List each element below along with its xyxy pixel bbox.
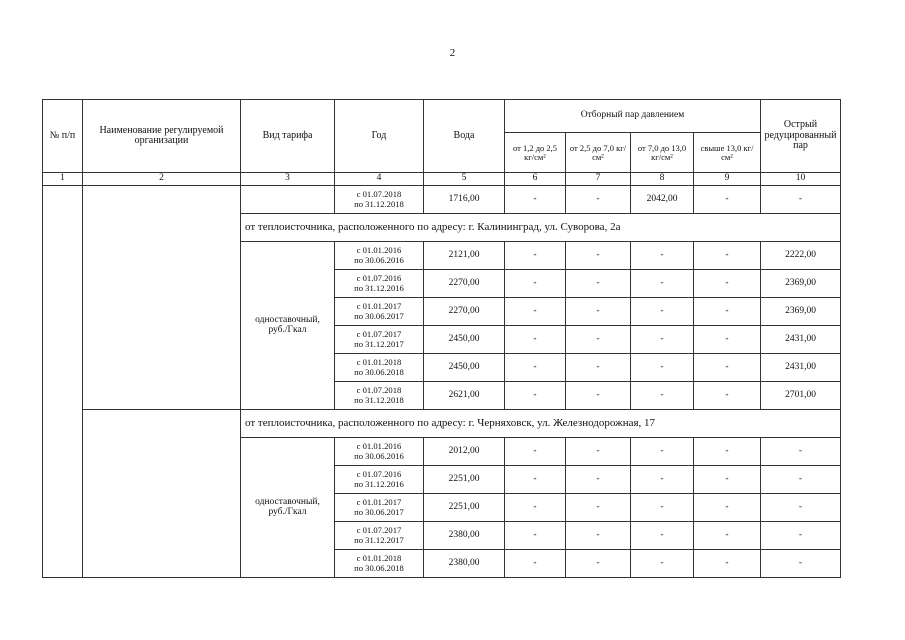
tariff-value: -: [761, 550, 841, 578]
period-start: с 01.01.2016: [356, 441, 402, 452]
period-cell: [335, 186, 424, 214]
tariff-value: -: [505, 354, 566, 382]
tariff-value: -: [694, 382, 761, 410]
water-value: 2251,00: [424, 494, 505, 522]
period-cell: [335, 382, 424, 410]
header-org: Наименование регулируемой организации: [83, 100, 241, 173]
header-pressure-1: от 1,2 до 2,5 кг/см²: [505, 133, 566, 173]
source-row: [43, 410, 841, 438]
tariff-value: -: [761, 438, 841, 466]
header-water: Вода: [424, 100, 505, 173]
tariff-value: 2042,00: [631, 186, 694, 214]
num-cell: [43, 186, 83, 578]
period-end: по 31.12.2018: [354, 198, 404, 209]
tariff-cell: [241, 186, 335, 214]
tariff-unit-line: руб./Гкал: [268, 506, 307, 517]
column-index: 8: [631, 173, 694, 186]
tariff-value: -: [694, 550, 761, 578]
period-start: с 01.01.2017: [356, 497, 402, 508]
tariff-value: -: [694, 438, 761, 466]
tariff-unit-line: руб./Гкал: [268, 324, 307, 335]
tariff-value: -: [631, 270, 694, 298]
period-start: с 01.07.2018: [356, 385, 402, 396]
period-cell: [335, 522, 424, 550]
water-value: 2251,00: [424, 466, 505, 494]
tariff-value: -: [505, 270, 566, 298]
period-cell: [335, 438, 424, 466]
tariff-value: -: [505, 326, 566, 354]
tariff-value: -: [505, 494, 566, 522]
period-end: по 31.12.2017: [354, 338, 404, 349]
period-cell: [335, 466, 424, 494]
tariff-value: -: [505, 242, 566, 270]
tariff-table: [42, 99, 841, 578]
tariff-value: -: [566, 270, 631, 298]
tariff-value: -: [694, 494, 761, 522]
tariff-value: -: [761, 186, 841, 214]
header-tariff: Вид тарифа: [241, 100, 335, 173]
tariff-value: -: [761, 466, 841, 494]
tariff-value: -: [505, 550, 566, 578]
tariff-type-line: одноставочный,: [255, 496, 320, 507]
tariff-value: -: [566, 298, 631, 326]
tariff-value: -: [631, 522, 694, 550]
period-end: по 31.12.2016: [354, 478, 404, 489]
period-cell: [335, 270, 424, 298]
source-address: от теплоисточника, расположенного по адресу: г. Черняховск, ул. Железнодорожная, 17: [241, 410, 841, 438]
column-index: 6: [505, 173, 566, 186]
tariff-value: -: [631, 298, 694, 326]
tariff-value: -: [505, 382, 566, 410]
tariff-value: -: [761, 522, 841, 550]
tariff-value: -: [566, 522, 631, 550]
tariff-value: 2222,00: [761, 242, 841, 270]
period-end: по 30.06.2018: [354, 562, 404, 573]
period-cell: [335, 326, 424, 354]
period-cell: [335, 354, 424, 382]
tariff-value: -: [566, 326, 631, 354]
tariff-value: -: [631, 326, 694, 354]
tariff-value: -: [631, 354, 694, 382]
tariff-value: -: [566, 466, 631, 494]
tariff-value: -: [631, 242, 694, 270]
column-index: 1: [43, 173, 83, 186]
tariff-value: -: [694, 466, 761, 494]
water-value: 2621,00: [424, 382, 505, 410]
column-index: 5: [424, 173, 505, 186]
period-start: с 01.07.2016: [356, 273, 402, 284]
tariff-value: -: [631, 382, 694, 410]
period-start: с 01.01.2018: [356, 357, 402, 368]
tariff-value: -: [694, 186, 761, 214]
tariff-value: -: [566, 186, 631, 214]
tariff-value: -: [505, 298, 566, 326]
tariff-value: -: [631, 550, 694, 578]
tariff-value: -: [566, 550, 631, 578]
column-index: 9: [694, 173, 761, 186]
water-value: 1716,00: [424, 186, 505, 214]
column-index: 3: [241, 173, 335, 186]
water-value: 2121,00: [424, 242, 505, 270]
table-row: [43, 186, 841, 214]
column-index: 2: [83, 173, 241, 186]
water-value: 2380,00: [424, 550, 505, 578]
tariff-type: [241, 242, 335, 410]
water-value: 2270,00: [424, 270, 505, 298]
page-number: 2: [449, 47, 456, 59]
period-start: с 01.07.2017: [356, 525, 402, 536]
column-index: 7: [566, 173, 631, 186]
tariff-value: 2369,00: [761, 270, 841, 298]
period-end: по 30.06.2016: [354, 450, 404, 461]
tariff-value: -: [566, 494, 631, 522]
tariff-value: -: [761, 494, 841, 522]
period-end: по 30.06.2018: [354, 366, 404, 377]
tariff-value: -: [631, 438, 694, 466]
tariff-value: -: [631, 466, 694, 494]
org-cell: [83, 410, 241, 578]
header-pressure-2: от 2,5 до 7,0 кг/см²: [566, 133, 631, 173]
period-end: по 31.12.2016: [354, 282, 404, 293]
source-address: от теплоисточника, расположенного по адресу: г. Калининград, ул. Суворова, 2а: [241, 214, 841, 242]
org-cell: [83, 186, 241, 410]
tariff-type-line: одноставочный,: [255, 314, 320, 325]
period-end: по 30.06.2017: [354, 506, 404, 517]
period-cell: [335, 550, 424, 578]
tariff-value: 2431,00: [761, 326, 841, 354]
column-index: 10: [761, 173, 841, 186]
tariff-value: -: [505, 466, 566, 494]
water-value: 2012,00: [424, 438, 505, 466]
header-steam-group: Отборный пар давлением: [505, 100, 761, 133]
tariff-value: 2369,00: [761, 298, 841, 326]
tariff-value: 2431,00: [761, 354, 841, 382]
period-end: по 31.12.2018: [354, 394, 404, 405]
header-sharp-steam: Острый редуцированный пар: [761, 100, 841, 173]
header-num: № п/п: [43, 100, 83, 173]
water-value: 2270,00: [424, 298, 505, 326]
period-start: с 01.01.2018: [356, 553, 402, 564]
header-pressure-3: от 7,0 до 13,0 кг/см²: [631, 133, 694, 173]
period-start: с 01.07.2018: [356, 189, 402, 200]
tariff-value: -: [694, 354, 761, 382]
period-start: с 01.07.2017: [356, 329, 402, 340]
period-start: с 01.01.2017: [356, 301, 402, 312]
period-cell: [335, 242, 424, 270]
tariff-value: -: [694, 326, 761, 354]
tariff-value: 2701,00: [761, 382, 841, 410]
tariff-value: -: [566, 354, 631, 382]
column-index: 4: [335, 173, 424, 186]
tariff-value: -: [694, 522, 761, 550]
header-year: Год: [335, 100, 424, 173]
period-start: с 01.01.2016: [356, 245, 402, 256]
tariff-value: -: [566, 382, 631, 410]
tariff-value: -: [694, 242, 761, 270]
water-value: 2450,00: [424, 354, 505, 382]
tariff-value: -: [505, 438, 566, 466]
period-end: по 30.06.2016: [354, 254, 404, 265]
tariff-value: -: [694, 270, 761, 298]
tariff-value: -: [566, 242, 631, 270]
tariff-value: -: [566, 438, 631, 466]
tariff-value: -: [505, 522, 566, 550]
tariff-value: -: [631, 494, 694, 522]
period-start: с 01.07.2016: [356, 469, 402, 480]
water-value: 2380,00: [424, 522, 505, 550]
period-end: по 31.12.2017: [354, 534, 404, 545]
tariff-value: -: [505, 186, 566, 214]
tariff-type: [241, 438, 335, 578]
water-value: 2450,00: [424, 326, 505, 354]
period-cell: [335, 298, 424, 326]
period-end: по 30.06.2017: [354, 310, 404, 321]
period-cell: [335, 494, 424, 522]
tariff-value: -: [694, 298, 761, 326]
column-index-row: [43, 173, 841, 186]
header-pressure-4: свыше 13,0 кг/см²: [694, 133, 761, 173]
